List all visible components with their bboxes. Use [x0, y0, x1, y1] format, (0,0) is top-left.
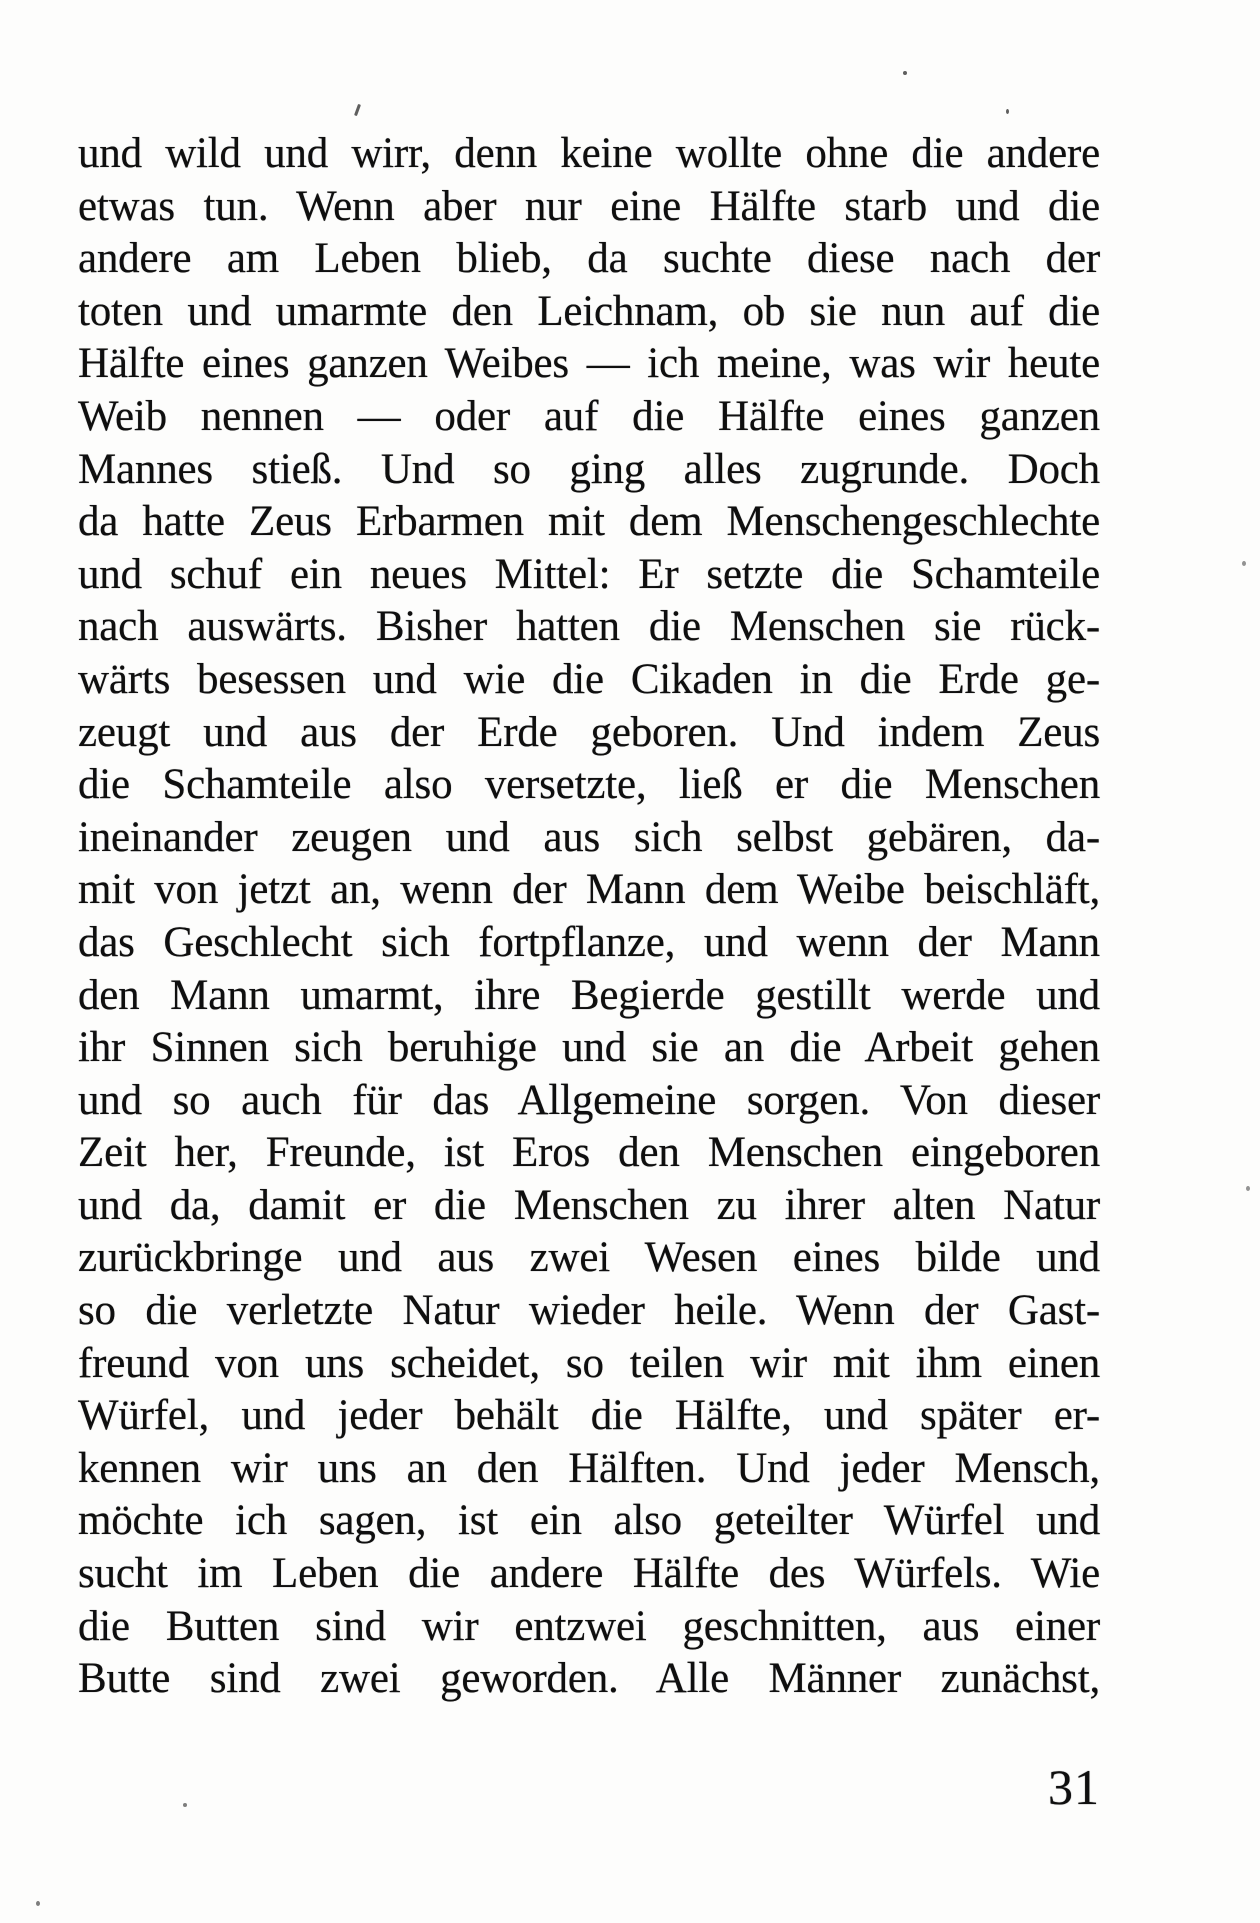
text-line: Butte sind zwei geworden. Alle Männer zunächst, — [78, 1655, 1100, 1703]
scan-speck — [183, 1803, 187, 1807]
text-line: da hatte Zeus Erbarmen mit dem Menschengeschlechte — [78, 498, 1100, 546]
text-line: kennen wir uns an den Hälften. Und jeder Mensch, — [78, 1444, 1100, 1492]
scan-speck — [1246, 1186, 1250, 1191]
text-line: freund von uns scheidet, so teilen wir mit ihm einen — [78, 1339, 1100, 1387]
text-line: ihr Sinnen sich beruhige und sie an die Arbeit gehen — [78, 1024, 1100, 1072]
text-line: und wild und wirr, denn keine wollte ohne die andere — [78, 130, 1100, 177]
text-line: toten und umarmte den Leichnam, ob sie nun auf die — [78, 287, 1100, 335]
text-line: die Butten sind wir entzwei geschnitten, aus einer — [78, 1602, 1100, 1650]
text-line: etwas tun. Wenn aber nur eine Hälfte starb und die — [78, 182, 1100, 230]
text-line: zurückbringe und aus zwei Wesen eines bilde und — [78, 1234, 1100, 1282]
text-line: wärts besessen und wie die Cikaden in die Erde ge- — [78, 655, 1100, 703]
text-line: den Mann umarmt, ihre Begierde gestillt werde und — [78, 971, 1100, 1019]
text-line: möchte ich sagen, ist ein also geteilter Würfel und — [78, 1497, 1100, 1545]
text-line: Weib nennen — oder auf die Hälfte eines ganzen — [78, 392, 1100, 440]
text-line: andere am Leben blieb, da suchte diese nach der — [78, 235, 1100, 283]
scan-speck — [36, 1901, 40, 1906]
body-text — [78, 128, 1100, 1706]
text-line: ineinander zeugen und aus sich selbst gebären, da- — [78, 813, 1100, 861]
text-line: und schuf ein neues Mittel: Er setzte die Schamteile — [78, 550, 1100, 598]
scan-speck — [1242, 561, 1246, 566]
scan-speck — [354, 104, 361, 116]
scan-speck — [1006, 109, 1009, 114]
text-line: mit von jetzt an, wenn der Mann dem Weibe beischläft, — [78, 866, 1100, 914]
text-line: Mannes stieß. Und so ging alles zugrunde. Doch — [78, 445, 1100, 493]
text-line: Würfel, und jeder behält die Hälfte, und später er- — [78, 1392, 1100, 1440]
text-line: und da, damit er die Menschen zu ihrer alten Natur — [78, 1181, 1100, 1229]
text-line: so die verletzte Natur wieder heile. Wenn der Gast- — [78, 1287, 1100, 1335]
text-line: nach auswärts. Bisher hatten die Menschen sie rück- — [78, 603, 1100, 651]
text-line: und so auch für das Allgemeine sorgen. Von dieser — [78, 1076, 1100, 1124]
text-line: Zeit her, Freunde, ist Eros den Menschen eingeboren — [78, 1129, 1100, 1177]
scan-speck — [903, 71, 907, 75]
page-number: 31 — [1048, 1759, 1100, 1815]
text-line: sucht im Leben die andere Hälfte des Würfels. Wie — [78, 1550, 1100, 1598]
text-line: die Schamteile also versetzte, ließ er die Menschen — [78, 761, 1100, 809]
text-line: Hälfte eines ganzen Weibes — ich meine, was wir heute — [78, 340, 1100, 388]
text-line: das Geschlecht sich fortpflanze, und wenn der Mann — [78, 918, 1100, 966]
text-line: zeugt und aus der Erde geboren. Und indem Zeus — [78, 708, 1100, 756]
